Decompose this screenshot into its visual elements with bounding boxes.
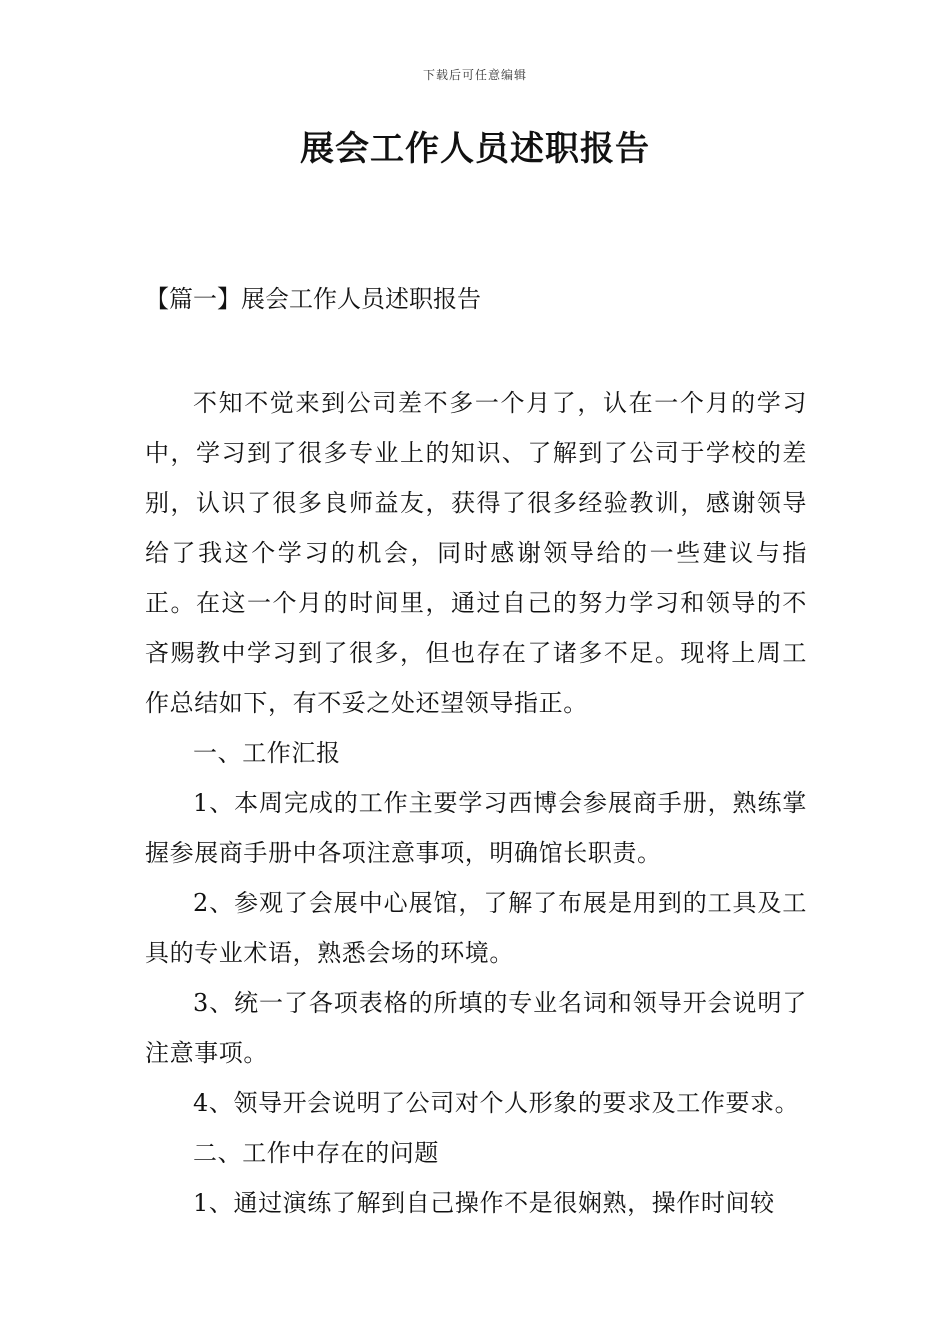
paragraph-intro: 不知不觉来到公司差不多一个月了，认在一个月的学习中，学习到了很多专业上的知识、了解到了公司于学校的差别，认识了很多良师益友，获得了很多经验教训，感谢领导给了我这个学习的机会，同时感谢领导给的一些建议与指正。在这一个月的时间里，通过自己的努力学习和领导的不吝赐教中学习到了很多，但也存在了诸多不足。现将上周工作总结如下，有不妥之处还望领导指正。 [145,389,807,717]
document-title: 展会工作人员述职报告 [300,129,650,169]
document-body [145,378,807,1228]
paragraph-item: 2、参观了会展中心展馆，了解了布展是用到的工具及工具的专业术语，熟悉会场的环境。 [145,889,807,967]
paragraph-item: 1、通过演练了解到自己操作不是很娴熟，操作时间较 [193,1189,775,1217]
heading-problems: 二、工作中存在的问题 [193,1139,439,1167]
paragraph-item: 4、领导开会说明了公司对个人形象的要求及工作要求。 [193,1089,800,1117]
header-note: 下载后可任意编辑 [422,68,527,82]
heading-work-report: 一、工作汇报 [193,739,341,767]
paragraph-item: 1、本周完成的工作主要学习西博会参展商手册，熟练掌握参展商手册中各项注意事项，明确馆长职责。 [145,789,807,867]
section-heading: 【篇一】展会工作人员述职报告 [145,285,481,313]
paragraph-item: 3、统一了各项表格的所填的专业名词和领导开会说明了注意事项。 [145,989,807,1067]
